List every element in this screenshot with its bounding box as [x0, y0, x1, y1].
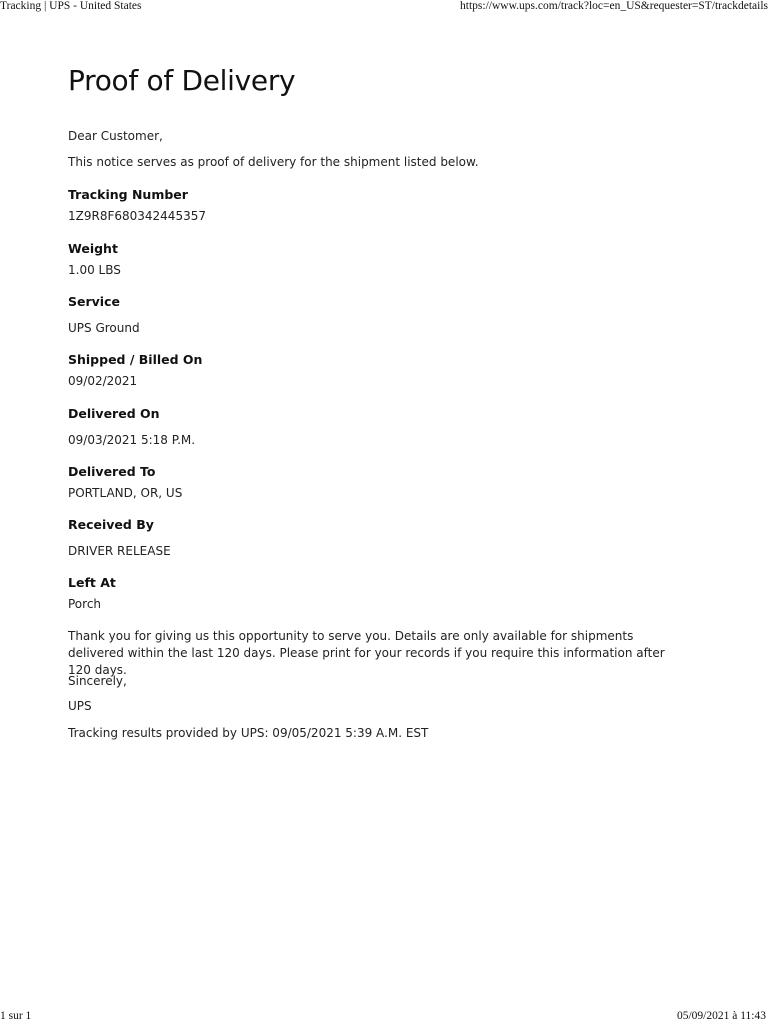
tracking-results-text: Tracking results provided by UPS: 09/05/2021 5:39 A.M. EST — [68, 726, 429, 740]
print-header-page-title: Tracking | UPS - United States — [0, 0, 142, 12]
thank-you-text: Thank you for giving us this opportunity to serve you. Details are only available for shipments delivered within the last 120 days. Please print for your records if you require this information after 120 days. — [68, 629, 665, 677]
field-value-received-by: DRIVER RELEASE — [68, 544, 171, 558]
field-label-delivered-on: Delivered On — [68, 406, 160, 421]
greeting: Dear Customer, — [68, 129, 163, 143]
closing-text: Sincerely, — [68, 674, 127, 688]
field-label-service: Service — [68, 294, 120, 309]
field-label-delivered-to: Delivered To — [68, 464, 156, 479]
field-value-shipped-billed-on: 09/02/2021 — [68, 374, 138, 388]
field-value-weight: 1.00 LBS — [68, 263, 121, 277]
field-label-received-by: Received By — [68, 517, 154, 532]
field-label-weight: Weight — [68, 241, 118, 256]
intro-text: This notice serves as proof of delivery for the shipment listed below. — [68, 155, 479, 169]
field-label-shipped-billed-on: Shipped / Billed On — [68, 352, 203, 367]
field-value-delivered-on: 09/03/2021 5:18 P.M. — [68, 433, 196, 447]
page-title: Proof of Delivery — [68, 64, 296, 97]
field-value-tracking-number: 1Z9R8F680342445357 — [68, 209, 206, 223]
field-label-tracking-number: Tracking Number — [68, 187, 188, 202]
proof-of-delivery-document — [68, 62, 708, 740]
print-footer-page-count: 1 sur 1 — [0, 1010, 32, 1022]
print-footer-datetime: 05/09/2021 à 11:43 — [676, 1010, 766, 1022]
signature-text: UPS — [68, 699, 92, 713]
field-value-service: UPS Ground — [68, 321, 140, 335]
field-value-left-at: Porch — [68, 597, 102, 611]
field-label-left-at: Left At — [68, 575, 116, 590]
print-header-url: https://www.ups.com/track?loc=en_US&requester=ST/trackdetails — [460, 0, 768, 12]
field-value-delivered-to: PORTLAND, OR, US — [68, 486, 183, 500]
